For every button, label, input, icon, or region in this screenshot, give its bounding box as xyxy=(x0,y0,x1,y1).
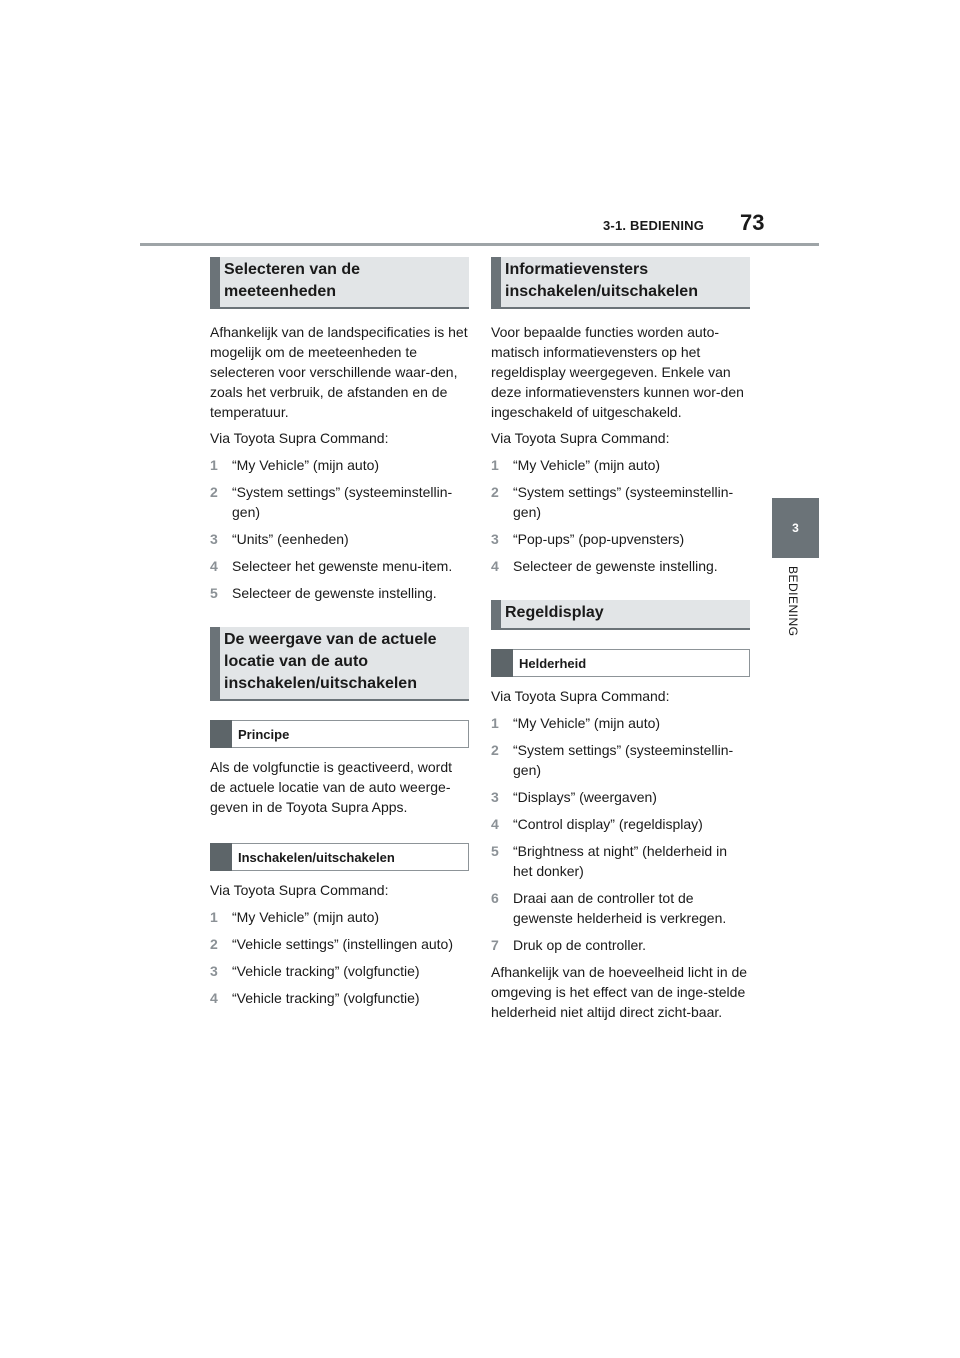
list-item: 1 “My Vehicle” (mijn auto) xyxy=(210,457,380,473)
subheading-principle xyxy=(210,720,469,748)
list-item: 3 “Displays” (weergaven) xyxy=(491,789,657,805)
list-item: 3 “Vehicle tracking” (volgfunctie) xyxy=(210,963,420,979)
subheading-toggle xyxy=(210,843,469,871)
display-via: Via Toyota Supra Command: xyxy=(491,688,670,704)
left-column xyxy=(210,257,469,1008)
popups-intro: Voor bepaalde functies worden auto-matisch informatievensters op het regeldisplay weergegeven. Enkele van deze informatievensters kunnen wor-den ingeschakeld of uitgeschakeld. xyxy=(491,324,744,420)
location-via: Via Toyota Supra Command: xyxy=(210,882,389,898)
page-number: 73 xyxy=(740,210,765,235)
units-via: Via Toyota Supra Command: xyxy=(210,430,389,446)
display-steps xyxy=(491,713,750,955)
location-steps xyxy=(210,907,469,1008)
subheading-marker xyxy=(210,843,232,871)
popups-steps xyxy=(491,455,750,576)
subheading-label: Principe xyxy=(238,726,290,742)
heading-display: Regeldisplay xyxy=(491,600,750,630)
subheading-label: Helderheid xyxy=(519,655,587,671)
heading-units: Selecteren van de meeteenheden xyxy=(210,257,469,309)
list-item: 5 Selecteer de gewenste instelling. xyxy=(210,585,437,601)
list-item: 3 “Units” (eenheden) xyxy=(210,531,349,547)
list-item: 2 “Vehicle settings” (instellingen auto) xyxy=(210,936,454,952)
units-intro: Afhankelijk van de landspecificaties is het mogelijk om de meeteenheden te selecteren voor verschillende waar-den, zoals het verbruik, de afstanden en de temperatuur. xyxy=(210,324,468,420)
header-divider xyxy=(140,243,819,246)
list-item: 4 “Control display” (regeldisplay) xyxy=(491,816,703,832)
chapter-number: 3 xyxy=(792,521,799,535)
subheading-marker xyxy=(210,720,232,748)
section-title: 3-1. BEDIENING xyxy=(603,218,705,233)
popups-via: Via Toyota Supra Command: xyxy=(491,430,670,446)
chapter-tab xyxy=(772,498,819,558)
list-item: 3 “Pop-ups” (pop-upvensters) xyxy=(491,531,685,547)
list-item: 5 “Brightness at night” (helderheid in het donker) xyxy=(491,843,728,879)
list-item: 4 Selecteer de gewenste instelling. xyxy=(491,558,718,574)
list-item: 1 “My Vehicle” (mijn auto) xyxy=(491,715,661,731)
heading-location: De weergave van de actuele locatie van de auto inschakelen/uitschakelen xyxy=(210,627,469,701)
list-item: 2 “System settings” (systeeminstellin-gen) xyxy=(210,484,453,520)
heading-popups: Informatievensters inschakelen/uitschakelen xyxy=(491,257,750,309)
list-item: 4 Selecteer het gewenste menu-item. xyxy=(210,558,453,574)
subheading-brightness xyxy=(491,649,750,677)
list-item: 2 “System settings” (systeeminstellin-gen) xyxy=(491,742,734,778)
list-item: 1 “My Vehicle” (mijn auto) xyxy=(491,457,661,473)
list-item: 2 “System settings” (systeeminstellin-gen) xyxy=(491,484,734,520)
list-item: 1 “My Vehicle” (mijn auto) xyxy=(210,909,380,925)
list-item: 4 “Vehicle tracking” (volgfunctie) xyxy=(210,990,420,1006)
list-item: 7 Druk op de controller. xyxy=(491,937,647,953)
subheading-label: Inschakelen/uitschakelen xyxy=(238,849,395,865)
chapter-label: BEDIENING xyxy=(786,566,800,637)
right-column xyxy=(491,257,750,1022)
principle-text: Als de volgfunctie is geactiveerd, wordt de actuele locatie van de auto weerge-geven in de Toyota Supra Apps. xyxy=(210,759,453,815)
subheading-marker xyxy=(491,649,513,677)
list-item: 6 Draai aan de controller tot de gewenste helderheid is verkregen. xyxy=(491,890,727,926)
units-steps xyxy=(210,455,469,603)
brightness-note: Afhankelijk van de hoeveelheid licht in de omgeving is het effect van de inge-stelde helderheid niet altijd direct zicht-baar. xyxy=(491,964,748,1020)
